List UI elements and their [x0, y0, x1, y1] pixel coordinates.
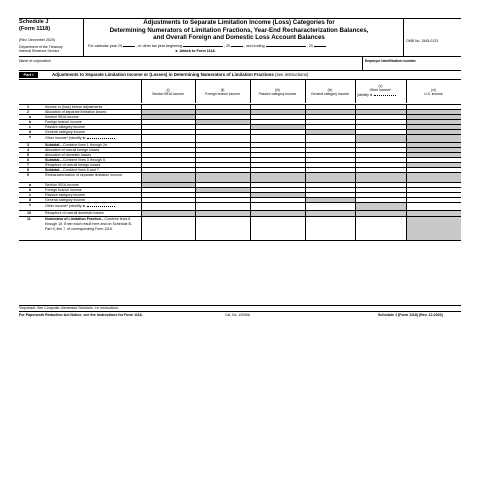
col-header-foreign-branch: (ii) Foreign branch income: [205, 88, 240, 96]
row-label: Passive category income: [45, 125, 85, 129]
row-label: Recharacterization of separate limitation income:: [45, 173, 123, 177]
important-note: *Important: See Computer-Generated Schedule J in instructions.: [19, 306, 119, 310]
row-number: 11: [27, 217, 31, 221]
table-bottom-rule: [19, 240, 461, 241]
tax-year-end-yr-field[interactable]: [314, 43, 326, 47]
row-number: a: [29, 183, 31, 187]
row-number: 7: [27, 163, 29, 167]
row-label: Allocation of overall foreign losses: [45, 148, 100, 152]
header-divider-right: [403, 18, 404, 56]
row-label: Other income* (identify ►: [45, 203, 160, 209]
part-label: Part I: [19, 72, 38, 78]
row-number: e: [29, 203, 31, 207]
row-label: Income or (loss) before adjustments: [45, 105, 103, 109]
table-row: [19, 216, 461, 241]
row-label: Subtotal—Combine lines 6 and 7.: [45, 168, 100, 172]
row-number: d: [29, 130, 32, 134]
top-rule: [19, 18, 461, 19]
paperwork-notice: For Paperwork Reduction Act Notice, see the Instructions for Form 1118.: [19, 313, 143, 317]
row-label: General category income: [45, 198, 86, 202]
amount-cell[interactable]: [195, 217, 250, 241]
col-header-general: (iv) General category income: [311, 88, 349, 96]
row-label: Allocation of separate limitation losses:: [45, 110, 107, 114]
omb-number: OMB No. 1545-0123: [406, 39, 439, 43]
row-number: e: [29, 135, 31, 139]
row-number: 3: [27, 143, 29, 147]
amount-cell[interactable]: [305, 217, 355, 241]
row-label: Other income* (identify ►: [45, 135, 160, 141]
row-label: Subtotal—Combine lines 3 through 5.: [45, 158, 106, 162]
row-number: 1: [27, 105, 29, 109]
tax-year-line: For calendar year 20 , or other tax year beginning , 20 , and ending , 20: [88, 43, 326, 48]
row-label: General category income: [45, 130, 86, 134]
amount-cell[interactable]: [355, 217, 406, 241]
amount-cell: [406, 217, 461, 241]
tax-year-begin-field[interactable]: [183, 43, 223, 47]
calendar-year-field[interactable]: [123, 43, 135, 47]
col-header-other: (v) Other income* (identify ►: [355, 84, 406, 97]
row-label: Recapture of overall domestic losses: [45, 211, 104, 215]
row-number: 5: [27, 153, 29, 157]
row-label: Foreign branch income: [45, 120, 82, 124]
row-number: b: [29, 188, 32, 192]
ein-field[interactable]: [364, 64, 460, 69]
row-number: 2: [27, 110, 29, 114]
part-top-rule: [19, 70, 461, 71]
amount-cell[interactable]: [250, 217, 305, 241]
amount-cell[interactable]: [141, 217, 195, 241]
row-number: 4: [27, 148, 29, 152]
tax-year-end-field[interactable]: [266, 43, 306, 47]
row-number: 9: [27, 173, 29, 177]
footer-rule-2: [19, 311, 461, 312]
part-title: Adjustments to Separate Limitation Income or (Losses) in Determining Numerators of Limitation Fractions (see instructions): [52, 72, 309, 77]
row-number: c: [29, 125, 31, 129]
row-number: b: [29, 120, 32, 124]
row-label: Section 951A income: [45, 115, 79, 119]
row-number: 6: [27, 158, 29, 162]
ein-label: Employer identification number: [365, 59, 416, 63]
row-label: Allocation of domestic losses: [45, 153, 92, 157]
form-title: Adjustments to Separate Limitation Income (Loss) Categories for Determining Numerators of Limitation Fractions, Year-End Recharacterization Balances, and Overall Foreign and Domestic Loss Account Balances: [109, 19, 369, 42]
identify-field[interactable]: [87, 203, 115, 207]
row-number: a: [29, 115, 31, 119]
row-label: Numerator of Limitation Fraction—Combine lines 8 through 10. Enter each result here and on Schedule B, Part II, line 7, of corresponding Form 1118.: [45, 217, 132, 231]
column-headers: [19, 79, 461, 103]
col-header-951a: (i) Section 951A income: [152, 88, 184, 96]
identify-field[interactable]: [87, 135, 115, 139]
corporation-name-field[interactable]: [19, 64, 361, 69]
row-label: Subtotal—Combine lines 1 through 2e.: [45, 143, 108, 147]
col-header-passive: (iii) Passive category income: [258, 88, 297, 96]
corporation-name-label: Name of corporation: [19, 59, 51, 63]
header-rule: [19, 56, 461, 57]
attach-note: ► Attach to Form 1118.: [175, 49, 216, 53]
row-number: c: [29, 193, 31, 197]
col-header-us-income: (vi) U.S. income: [424, 88, 443, 96]
row-number: d: [29, 198, 32, 202]
tax-year-begin-yr-field[interactable]: [231, 43, 243, 47]
row-label: Passive category income: [45, 193, 85, 197]
ein-divider: [362, 56, 363, 70]
header-divider-left: [83, 18, 84, 56]
row-number: 8: [27, 168, 29, 172]
row-label: Recapture of overall foreign losses: [45, 163, 101, 167]
row-number: 10: [27, 211, 31, 215]
row-label: Section 951A income: [45, 183, 79, 187]
row-label: Foreign branch income: [45, 188, 82, 192]
catalog-number: Cat. No. 10096U: [225, 313, 251, 317]
revision-date: (Rev. December 2020): [19, 38, 56, 42]
department-label: Department of the Treasury Internal Revenue Service: [19, 45, 63, 54]
schedule-name: Schedule J (Form 1118): [19, 19, 51, 32]
form-footer-id: Schedule J (Form 1118) (Rev. 12-2020): [378, 313, 443, 317]
